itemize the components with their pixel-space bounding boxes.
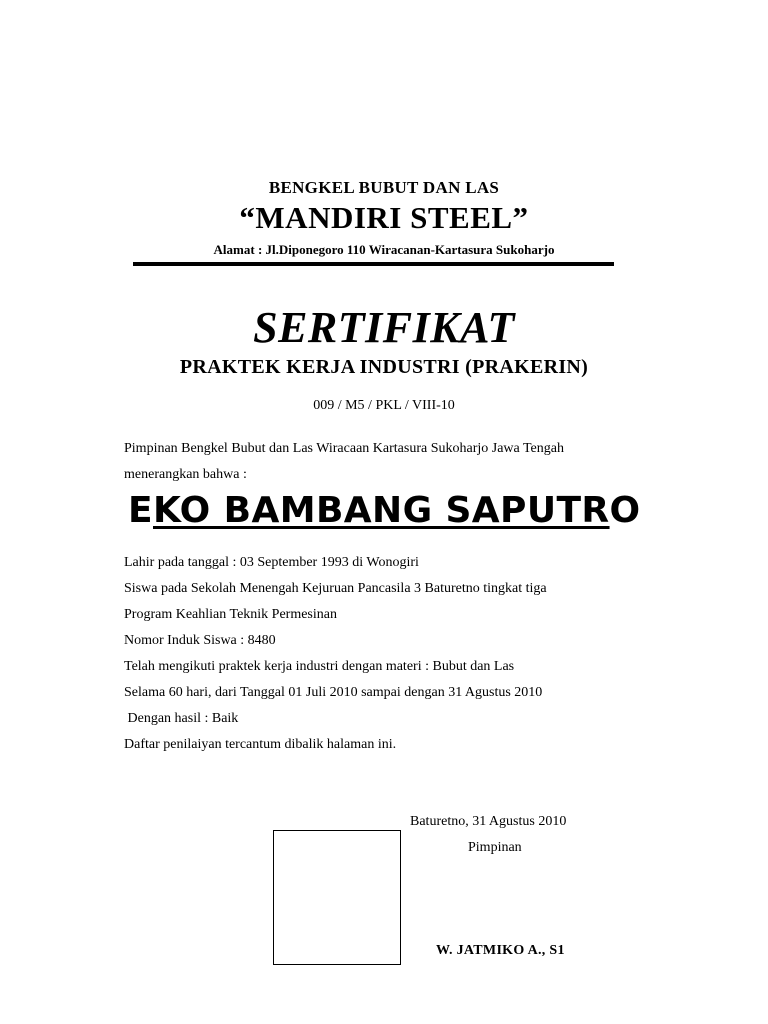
signature-name: W. JATMIKO A., S1 [436, 943, 565, 958]
business-type: BENGKEL BUBUT DAN LAS [268, 178, 500, 197]
letterhead-divider [133, 262, 614, 266]
detail-birth: Lahir pada tanggal : 03 September 1993 di Wonogiri [124, 555, 419, 570]
detail-note: Daftar penilaiyan tercantum dibalik halaman ini. [124, 737, 397, 752]
detail-program: Program Keahlian Teknik Permesinan [124, 607, 337, 622]
detail-student-id: Nomor Induk Siswa : 8480 [124, 633, 276, 648]
detail-result: Dengan hasil : Baik [124, 711, 239, 726]
recipient-name [128, 490, 641, 531]
certificate-subtitle: PRAKTEK KERJA INDUSTRI (PRAKERIN) [179, 356, 589, 378]
signature-place-date: Baturetno, 31 Agustus 2010 [410, 814, 567, 829]
certificate-number: 009 / M5 / PKL / VIII-10 [313, 398, 455, 413]
detail-material: Telah mengikuti praktek kerja industri dengan materi : Bubut dan Las [124, 659, 515, 674]
business-name: “MANDIRI STEEL” [239, 200, 529, 235]
detail-duration: Selama 60 hari, dari Tanggal 01 Juli 2010 sampai dengan 31 Agustus 2010 [124, 685, 543, 700]
photo-placeholder [273, 830, 401, 965]
business-address: Alamat : Jl.Diponegoro 110 Wiracanan-Kartasura Sukoharjo [213, 242, 555, 257]
intro-line-2: menerangkan bahwa : [124, 467, 247, 482]
recipient-name-first: E [128, 490, 153, 531]
detail-school: Siswa pada Sekolah Menengah Kejuruan Pancasila 3 Baturetno tingkat tiga [124, 581, 547, 596]
recipient-name-underlined: KO BAMBANG SAPUTR [153, 490, 610, 531]
signature-role: Pimpinan [468, 840, 522, 855]
intro-line-1: Pimpinan Bengkel Bubut dan Las Wiracaan Kartasura Sukoharjo Jawa Tengah [124, 441, 564, 456]
certificate-title: SERTIFIKAT [253, 303, 515, 352]
recipient-name-last: O [609, 490, 641, 531]
